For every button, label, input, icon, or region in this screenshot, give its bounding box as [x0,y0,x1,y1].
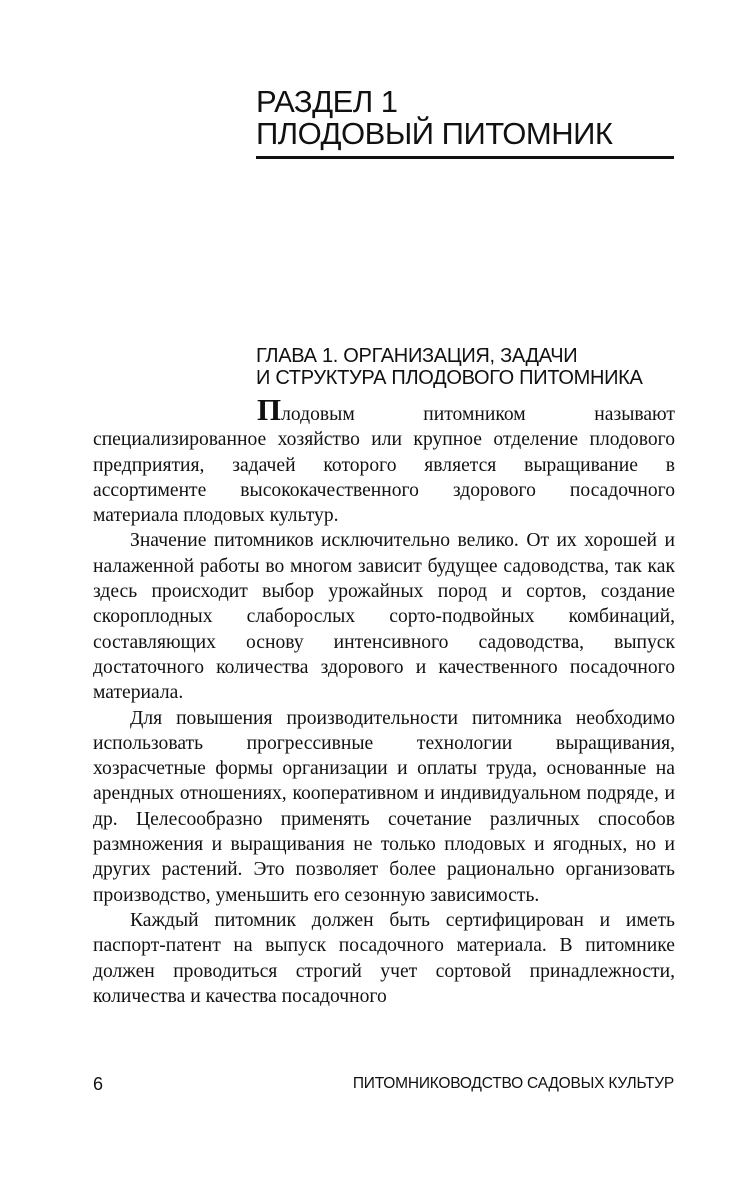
section-title: ПЛОДОВЫЙ ПИТОМНИК [256,116,613,151]
chapter-heading [256,345,696,389]
paragraph-2: Значение питомников исключительно велико. От их хорошей и налаженной работы во многом зависит будущее садоводства, так как здесь происходит выбор урожайных пород и сортов, создание скороплодных слаборослых сорто-подвойных комбинаций, составляющих основу интенсивного садоводства, выпуск достаточного количества здорового и качественного посадочного материала. [93,530,675,704]
section-heading [256,86,676,150]
chapter-title-line-1: ГЛАВА 1. ОРГАНИЗАЦИЯ, ЗАДАЧИ [256,345,578,367]
chapter-title-line-2: И СТРУКТУРА ПЛОДОВОГО ПИТОМНИКА [256,367,643,389]
running-title: ПИТОМНИКОВОДСТВО САДОВЫХ КУЛЬТУР [352,1075,674,1092]
drop-cap: П [257,392,282,427]
paragraph-4: Каждый питомник должен быть сертифицирован и иметь паспорт-патент на выпуск посадочного материала. В питомнике должен проводиться строгий учет сортовой принадлежности, количества и качества посадочного [93,909,675,1007]
paragraph-1 [93,392,675,528]
paragraph-3: Для повышения производительности питомника необходимо использовать прогрессивные технологии выращивания, хозрасчетные формы организации и оплаты труда, основанные на арендных отношениях, кооперативном и индивидуальном подряде, и др. Целесообразно применять сочетание различных способов размножения и выращивания не только плодовых и ягодных, но и других растений. Это позволяет более рационально организовать производство, уменьшить его сезонную зависимость. [93,707,675,906]
section-divider [256,156,674,159]
section-number: РАЗДЕЛ 1 [256,84,398,119]
paragraph-1-text: лодовым питомником называют специализированное хозяйство или крупное отделение плодового предприятия, задачей которого является выращивание в ассортименте высококачественного здорового посадочного материала плодовых культур. [93,404,675,527]
body-text [93,392,675,1009]
page-number: 6 [93,1074,104,1094]
